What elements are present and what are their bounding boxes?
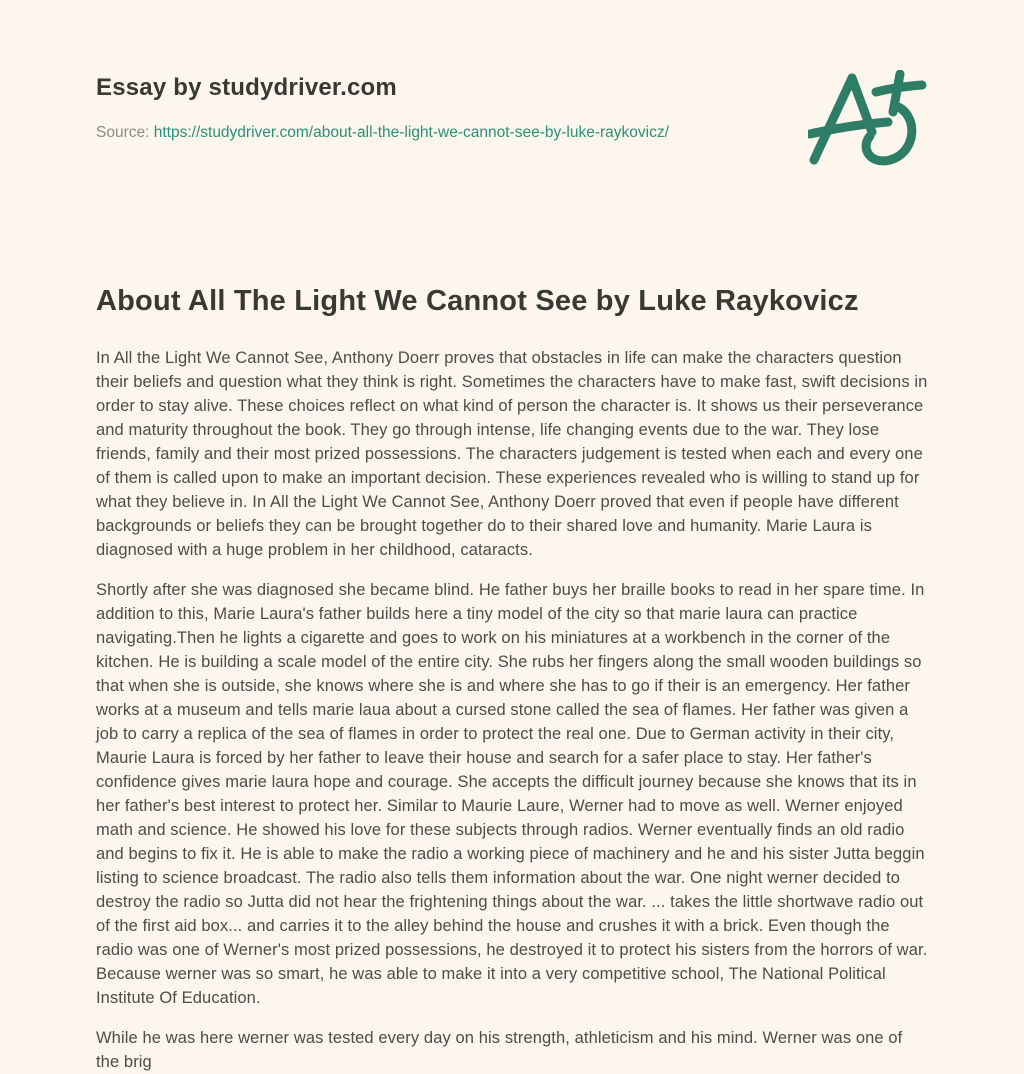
page-title: Essay by studydriver.com <box>96 74 397 101</box>
document-header <box>96 74 928 166</box>
essay-paragraph: In All the Light We Cannot See, Anthony Doerr proves that obstacles in life can make the characters question their beliefs and question what they think is right. Sometimes the characters have to make fast, swift decisions in order to stay alive. These choices reflect on what kind of person the character is. It shows us their perseverance and maturity throughout the book. They go through intense, life changing events due to the war. They lose friends, family and their most prized possessions. The characters judgement is tested when each and every one of them is called upon to make an important decision. These experiences revealed who is willing to stand up for what they believe in. In All the Light We Cannot See, Anthony Doerr proved that even if people have different backgrounds or beliefs they can be brought together do to their shared love and humanity. Marie Laura is diagnosed with a huge problem in her childhood, cataracts. <box>96 349 928 560</box>
essay-body <box>96 346 928 1074</box>
essay-title: About All The Light We Cannot See by Luke Raykovicz <box>96 285 859 317</box>
source-label: Source: <box>96 123 150 141</box>
header-text-block <box>96 74 669 142</box>
source-line <box>96 124 669 143</box>
source-url-link[interactable]: https://studydriver.com/about-all-the-light-we-cannot-see-by-luke-raykovicz/ <box>153 123 669 141</box>
a-plus-logo-icon <box>808 70 928 166</box>
essay-paragraph: Shortly after she was diagnosed she became blind. He father buys her braille books to read in her spare time. In addition to this, Marie Laura's father builds here a tiny model of the city so that marie laura can practice navigating.Then he lights a cigarette and goes to work on his miniatures at a workbench in the corner of the kitchen. He is building a scale model of the entire city. She rubs her fingers along the small wooden buildings so that when she is outside, she knows where she is and where she has to go if their is an emergency. Her father works at a museum and tells marie laua about a cursed stone called the sea of flames. Her father was given a job to carry a replica of the sea of flames in order to protect the real one. Due to German activity in their city, Maurie Laura is forced by her father to leave their house and search for a safer place to stay. Her father's confidence gives marie laura hope and courage. She accepts the difficult journey because she knows that its in her father's best interest to protect her. Similar to Maurie Laure, Werner had to move as well. Werner enjoyed math and science. He showed his love for these subjects through radios. Werner eventually finds an old radio and begins to fix it. He is able to make the radio a working piece of machinery and he and his sister Jutta beggin listing to science broadcast. The radio also tells them information about the war. One night werner decided to destroy the radio so Jutta did not hear the frightening things about the war. ... takes the little shortwave radio out of the first aid box... and carries it to the alley behind the house and crushes it with a brick. Even though the radio was one of Werner's most prized possessions, he destroyed it to protect his sisters from the horrors of war. Because werner was so smart, he was able to make it into a very competitive school, The National Political Institute Of Education. <box>96 581 928 1008</box>
essay-paragraph: While he was here werner was tested every day on his strength, athleticism and his mind. Werner was one of the brig <box>96 1029 903 1072</box>
